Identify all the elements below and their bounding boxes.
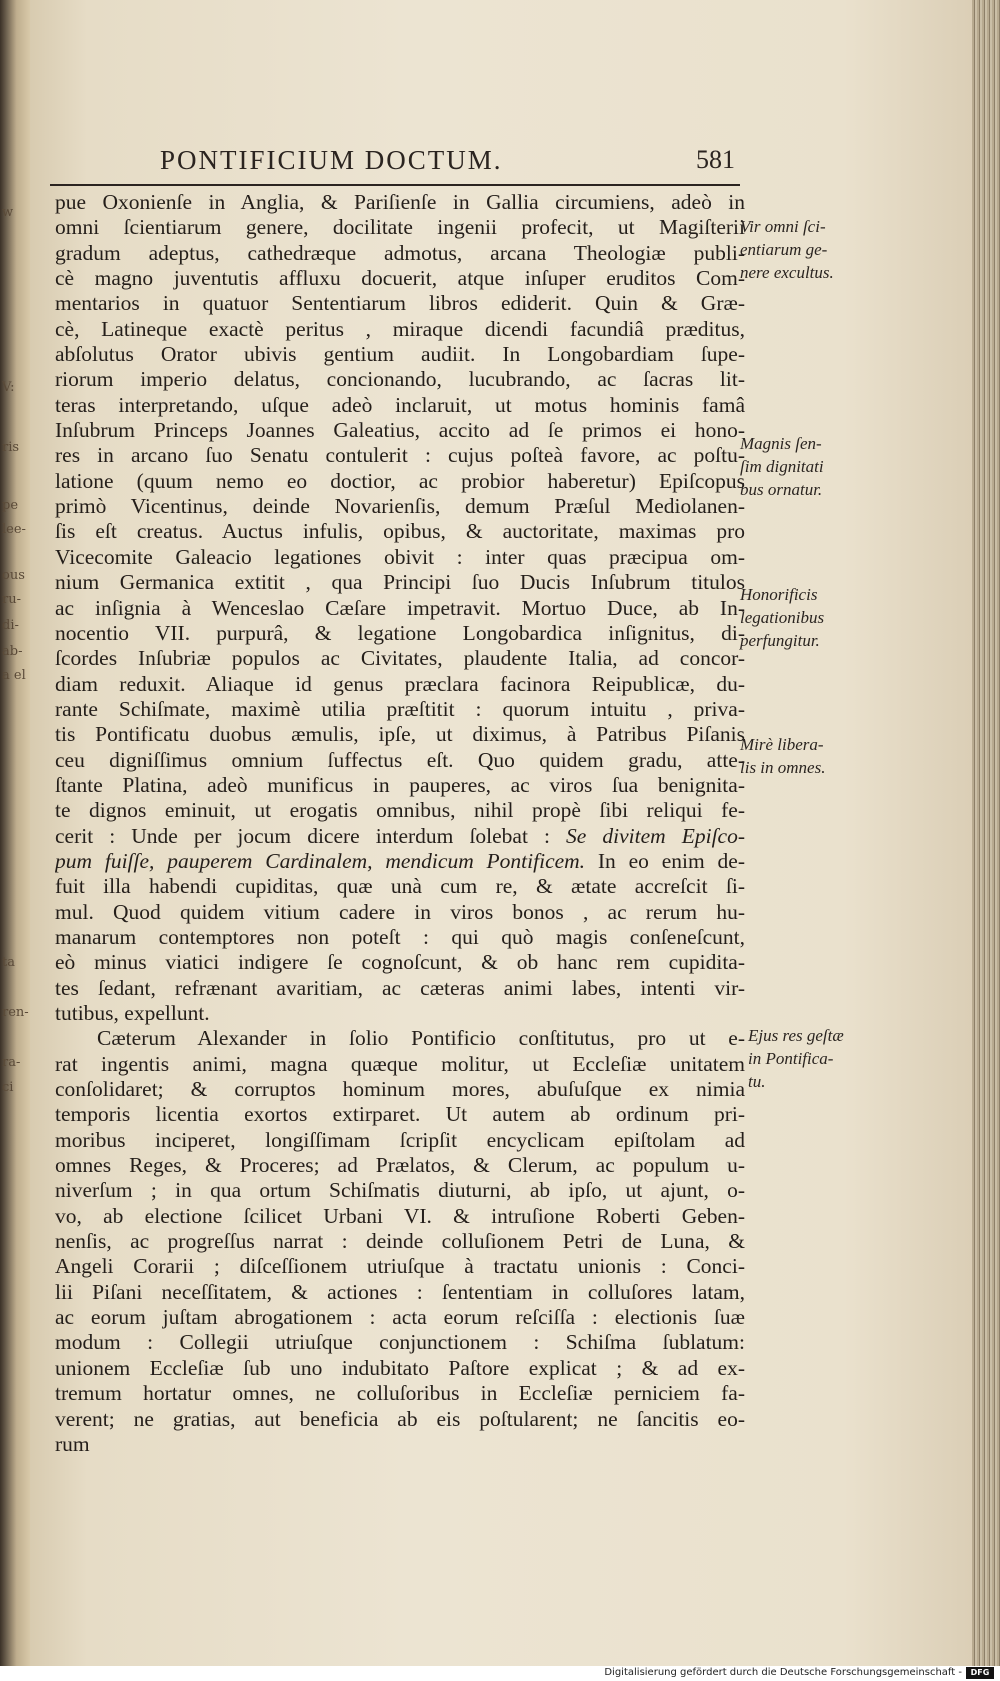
margin-note-line: legationibus [740,608,825,627]
margin-note-line: lis in omnes. [740,758,826,777]
text-line: eò minus viatici indigere ſe cognoſcunt, & ob hanc rem cupidita- [55,950,745,975]
margin-note [740,583,860,652]
text-line: ac eorum juſtam abrogationem : acta eorum reſciſſa : electionis ſuæ [55,1305,745,1330]
text-line: vo, ab electione ſcilicet Urbani VI. & intruſione Roberti Geben- [55,1203,745,1228]
text-line: rum [55,1431,90,1456]
left-fragment: ab- [2,644,23,659]
left-fragment: pe [2,498,19,513]
margin-note-line: tu. [748,1072,766,1091]
left-fragment: w [2,205,14,220]
page-stack-edge [972,0,1000,1666]
text-line: res in arcano ſuo Senatu contulerit : cujus poſteà favore, ac poſtu- [55,443,745,468]
margin-note-line: Mirè libera- [740,735,824,754]
text-line: diam reduxit. Aliaque id genus præclara facinora Reipublicæ, du- [55,671,745,696]
margin-note-line: ſim dignitati [740,457,824,476]
header-rule [50,184,740,186]
text-line: tis Pontificatu duobus æmulis, ipſe, ut diximus, à Patribus Piſanis [55,722,745,747]
text-line: verent; ne gratias, aut beneficia ab eis poſtularent; ne ſancitis eo- [55,1406,745,1431]
left-fragment: ta [2,955,15,970]
text-line: Inſubrum Princeps Joannes Galeatius, accito ad ſe primos ei hono- [55,418,745,443]
text-line: cè magno juventutis affluxu docuerit, atque inſuper eruditos Com- [55,266,745,291]
left-fragment: lee- [2,522,26,537]
italic-quote: pum fuiſſe, pauperem Cardinalem, mendicum Pontificem. [55,848,586,873]
page-title: PONTIFICIUM DOCTUM. [160,145,503,175]
margin-note-line: Ejus res geſtæ [748,1026,844,1045]
text-line: Angeli Corarii ; diſceſſionem utriuſque à tractatu unionis : Conci- [55,1254,745,1279]
text-line: latione (quum nemo eo doctior, ac probior haberetur) Epiſcopus [55,468,745,493]
text-line: tremum hortatur omnes, ne colluſoribus in Eccleſiæ perniciem fa- [55,1381,745,1406]
margin-note-line: in Pontifica- [748,1049,834,1068]
text-line: riorum imperio delatus, concionando, lucubrando, ac ſacras lit- [55,367,745,392]
text-line: mentarios in quatuor Sententiarum libros ediderit. Quin & Græ- [55,291,745,316]
text-line: ſtante Platina, adeò munificus in pauperes, ac viros ſua benignita- [55,772,745,797]
text-line: primò Vicentinus, deinde Novarienſis, demum Præſul Mediolanen- [55,494,745,519]
text-line: nenſis, ac progreſſus narrat : deinde colluſionem Petri de Luna, & [55,1229,745,1254]
text-line: nium Germanica extitit , qua Principi ſuo Ducis Inſubrum titulos [55,570,745,595]
left-fragment: ru- [2,592,21,607]
dfg-logo: DFG [966,1667,994,1679]
left-fragment: ris [2,440,20,455]
text-line: rante Schiſmate, maximè utilia præſtitit : quorum intuitu , priva- [55,696,745,721]
main-text-block [55,190,745,1457]
margin-note-line: Magnis ſen- [740,434,822,453]
page-number: 581 [696,145,735,174]
left-fragment: ren- [2,1005,29,1020]
text-line: tes ſedant, refrænant avaritiam, ac cæteras animi labes, intenti vir- [55,975,745,1000]
text-line: ſcordes Inſubriæ populos ac Civitates, plaudente Italia, ad concor- [55,646,745,671]
margin-note-line: Vir omni ſci- [740,217,826,236]
margin-note [748,1024,868,1093]
text-line: fuit illa habendi cupiditas, quæ unà cum re, & ætate accreſcit ſi- [55,874,745,899]
text-line: Vicecomite Galeacio legationes obivit : inter quas præcipua om- [55,544,745,569]
text-line: ſis eſt creatus. Auctus infulis, opibus, & auctoritate, maximas pro [55,519,745,544]
text-line: niverſum ; in qua ortum Schiſmatis diuturni, ab ipſo, ut ajunt, o- [55,1178,745,1203]
left-fragment: V: [2,380,15,395]
left-fragment: ous [2,568,25,583]
text-line: te dignos eminuit, ut erogatis omnibus, nihil propè ſibi reliqui fe- [55,798,745,823]
text-line [55,824,745,849]
margin-note-line: nere excultus. [740,263,834,282]
text-line: modum : Collegii utriuſque conjunctionem : Schiſma ſublatum: [55,1330,745,1355]
footer-credit: Digitalisierung gefördert durch die Deutsche Forschungsgemeinschaft - [604,1667,962,1678]
text-line: moribus inciperet, longiſſimam ſcripſit encyclicam epiſtolam ad [55,1127,745,1152]
text-line: teras interpretando, uſque adeò inclaruit, ut motus hominis famâ [55,392,745,417]
text-line: unionem Eccleſiæ ſub uno indubitato Paſtore explicat ; & ad ex- [55,1355,745,1380]
text-line: manarum contemptores non poteſt : qui quò magis conſeneſcunt, [55,924,745,949]
text-line: mul. Quod quidem vitium cadere in viros bonos , ac rerum hu- [55,899,745,924]
margin-note [740,733,860,779]
text-line: temporis licentia exortos extirparet. Ut autem ab ordinum pri- [55,1102,745,1127]
text-line: rat ingentis animi, magna quæque molitur, ut Eccleſiæ unitatem [55,1051,745,1076]
text-line: conſolidaret; & corruptos hominum mores, abuſuſque ex nimia [55,1077,745,1102]
text-line: gradum adeptus, cathedræque admotus, arcana Theologiæ publi- [55,240,745,265]
italic-quote: Se divitem Epiſco- [566,823,745,848]
text-line: cè, Latineque exactè peritus , miraque dicendi facundiâ præditus, [55,316,745,341]
left-fragment: di- [2,618,19,633]
text-line: nocentio VII. purpurâ, & legatione Longobardica inſignitus, di- [55,620,745,645]
text-line: Cæterum Alexander in ſolio Pontificio conſtitutus, pro ut e- [97,1026,745,1051]
margin-note-line: entiarum ge- [740,240,828,259]
text-line: omni ſcientiarum genere, docilitate ingenii profecit, ut Magiſterii [55,215,745,240]
text-line: lii Piſani neceſſitatem, & actiones : ſententiam in colluſores latam, [55,1279,745,1304]
margin-note-line: Honorificis [740,585,818,604]
margin-note [740,215,860,284]
text-line: ceu digniſſimus omnium ſuffectus eſt. Quo quidem gradu, atte- [55,747,745,772]
left-fragment: a el [2,668,26,683]
text-line: ac inſignia à Wenceslao Cæſare impetravit. Mortuo Duce, ab In- [55,595,745,620]
text-line: omnes Reges, & Proceres; ad Prælatos, & Clerum, ac populum u- [55,1153,745,1178]
text-line: pue Oxonienſe in Anglia, & Pariſienſe in Gallia circumiens, adeò in [55,190,745,214]
left-fragment: ra- [2,1055,21,1070]
text-fragment: cerit : Unde per jocum dicere interdum ſolebat : [55,823,567,848]
text-line: abſolutus Orator ubivis gentium audiit. In Longobardiam ſupe- [55,342,745,367]
left-fragment: ci [2,1080,14,1095]
margin-note-line: bus ornatur. [740,480,823,499]
running-header [160,145,735,181]
text-line [55,849,745,874]
text-line: tutibus, expellunt. [55,1001,210,1025]
margin-note-line: perfungitur. [740,631,820,650]
margin-note [740,432,860,501]
left-page-edge [0,0,30,1666]
text-fragment: In eo enim de- [585,848,745,873]
